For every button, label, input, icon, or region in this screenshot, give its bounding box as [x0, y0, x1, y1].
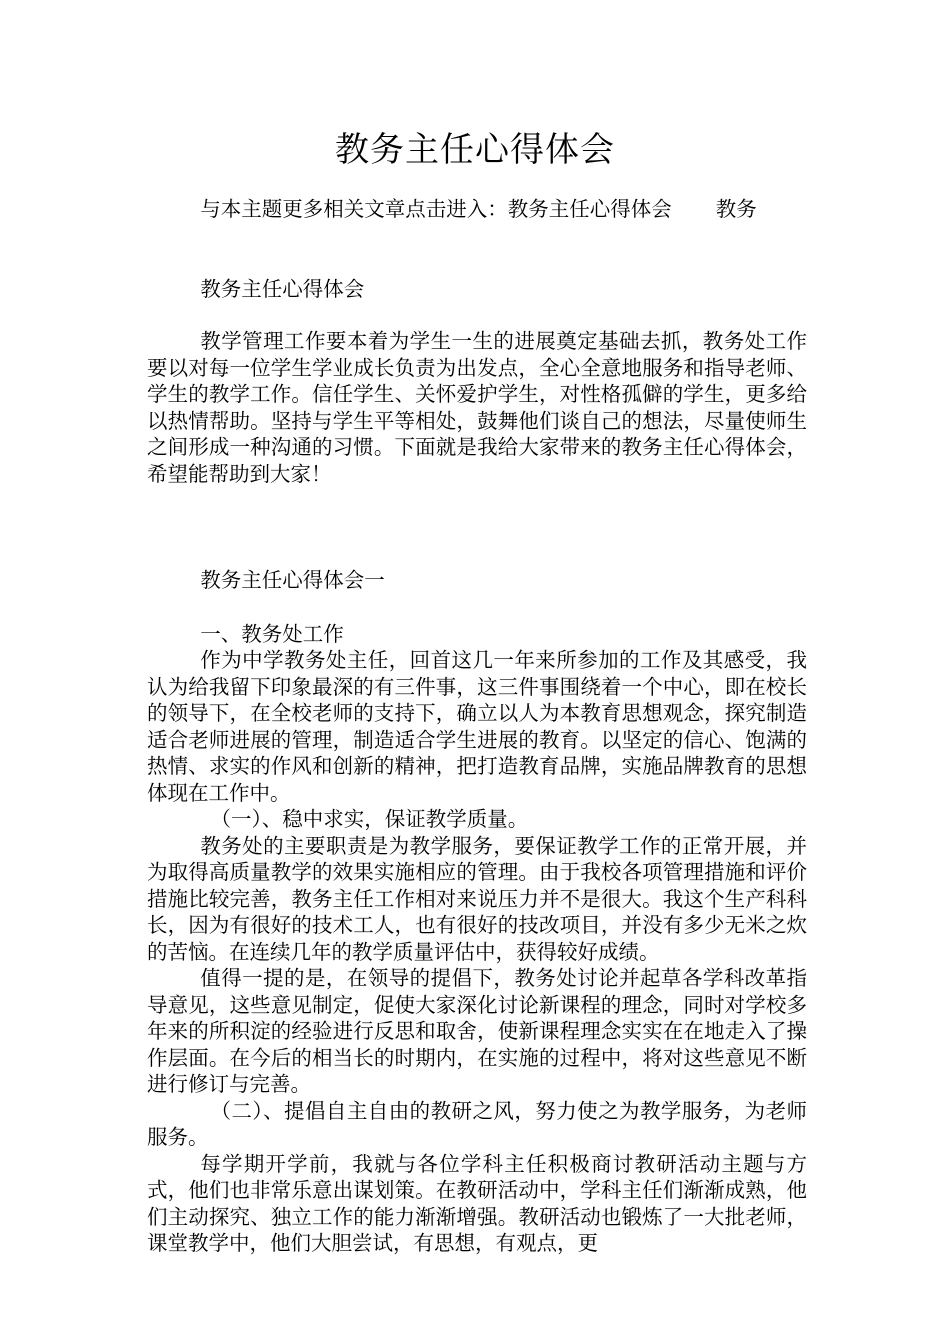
section-title: 教务主任心得体会一 [200, 568, 385, 592]
related-articles-line[interactable] [147, 196, 807, 223]
paragraph-2: 教务处的主要职责是为教学服务，要保证教学工作的正常开展，并为取得高质量教学的效果实施相应的管理。由于我校各项管理措施和评价措施比较完善，教务主任工作相对来说压力并不是很大。我这个生产科科长，因为有很好的技术工人，也有很好的技改项目，并没有多少无米之炊的苦恼。在连续几年的教学质量评估中，获得较好成绩。 [147, 833, 807, 964]
paragraph-4: 每学期开学前，我就与各位学科主任积极商讨教研活动主题与方式，他们也非常乐意出谋划策。在教研活动中，学科主任们渐渐成熟，他们主动探究、独立工作的能力渐渐增强。教研活动也锻炼了一大批老师，课堂教学中，他们大胆尝试，有思想，有观点，更 [147, 1151, 807, 1255]
paragraph-1: 作为中学教务处主任，回首这几一年来所参加的工作及其感受，我认为给我留下印象最深的有三件事，这三件事围绕着一个中心，即在校长的领导下，在全校老师的支持下，确立以人为本教育思想观念，探究制造适合老师进展的管理，制造适合学生进展的教育。以坚定的信心、饱满的热情、求实的作风和创新的精神，把打造教育品牌，实施品牌教育的思想体现在工作中。 [147, 648, 807, 805]
related-articles-link[interactable]: 与本主题更多相关文章点击进入：教务主任心得体会 [200, 197, 672, 221]
paragraph-3: 值得一提的是，在领导的提倡下，教务处讨论并起草各学科改革指导意见，这些意见制定，促使大家深化讨论新课程的理念，同时对学校多年来的所积淀的经验进行反思和取舍，使新课程理念实实在在地走入了操作层面。在今后的相当长的时期内，在实施的过程中，将对这些意见不断进行修订与完善。 [147, 966, 807, 1096]
related-articles-tail[interactable]: 教务 [715, 197, 757, 221]
intro-paragraph: 教学管理工作要本着为学生一生的进展奠定基础去抓，教务处工作要以对每一位学生学业成长负责为出发点，全心全意地服务和指导老师、学生的教学工作。信任学生、关怀爱护学生，对性格孤僻的学生，更多给以热情帮助。坚持与学生平等相处，鼓舞他们谈自己的想法，尽量使师生之间形成一种沟通的习惯。下面就是我给大家带来的教务主任心得体会，希望能帮助到大家！ [147, 329, 807, 486]
subsection-2-title: （二）、提倡自主自由的教研之风，努力使之为教学服务，为老师服务。 [147, 1098, 807, 1149]
document-body [147, 196, 807, 1257]
spacer [147, 302, 807, 328]
subsection-1-title: （一）、稳中求实，保证教学质量。 [210, 807, 529, 831]
part-one-title: 一、教务处工作 [200, 621, 344, 646]
spacer [147, 223, 807, 276]
document-title: 教务主任心得体会 [335, 130, 615, 170]
spacer [147, 487, 807, 567]
spacer [147, 594, 807, 621]
subheading: 教务主任心得体会 [200, 276, 365, 301]
